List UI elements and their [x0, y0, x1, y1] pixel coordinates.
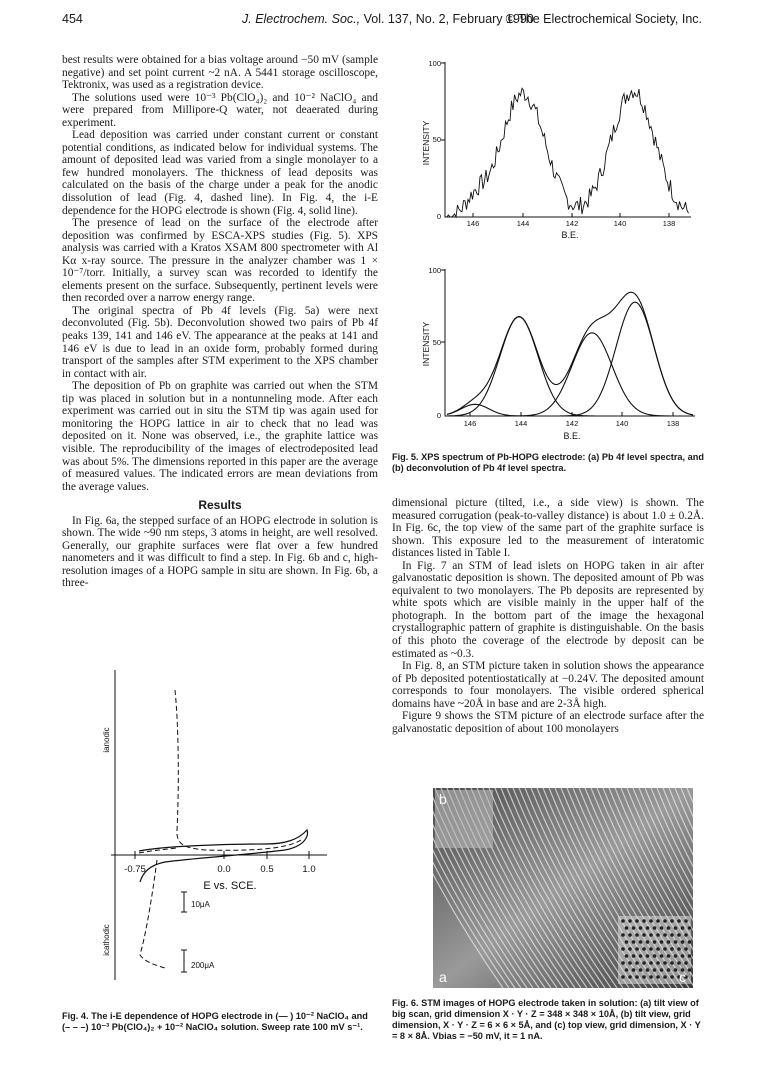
figure-6-stm-image: [433, 788, 693, 988]
scale-label-small: 10μA: [191, 900, 210, 909]
component-peak: [447, 333, 693, 416]
x-tick-label: -0.75: [124, 864, 146, 875]
figure-4-ie-curve: [95, 650, 365, 985]
paragraph: In Fig. 6a, the stepped surface of an HOPG electrode in solution is shown. The wide ~90 nm steps, 3 atoms in height, are well resolved. Generally, our graphite surfaces were flat over a few hundred nanometers and it was difficult to find a step. In Fig. 6b and c, high-resolution images of a HOPG sample in situ are shown. In Fig. 6b, a three-: [62, 514, 378, 590]
section-heading-results: Results: [198, 498, 242, 513]
figure-6-caption: Fig. 6. STM images of HOPG electrode taken in solution: (a) tilt view of big scan, grid dimension X · Y · Z = 348 × 348 × 10Å, (b) tilt view, grid dimension, X · Y · Z = 6 × 6 × 5Å, and (c) top view, grid dimension, X · Y = 8 × 8Å. Vbias = −50 mV, it = 1 nA.: [392, 998, 701, 1041]
x-tick-label: 0.0: [217, 864, 231, 875]
y-tick-label: 50: [432, 135, 441, 144]
figure-5b-deconvolution: [405, 262, 705, 447]
x-tick-label: 144: [516, 219, 530, 228]
left-column: [62, 54, 378, 590]
journal-citation: [242, 12, 534, 26]
x-tick-label: 0.5: [260, 864, 274, 875]
axes: [445, 62, 691, 217]
scale-label-large: 200μA: [191, 961, 215, 970]
paragraph: In Fig. 8, an STM picture taken in solution shows the appearance of Pb deposited potentiostatically at −0.24V. The deposited amount corresponds to four monolayers. The visible ordered spherical domains have ~20Å in base and are 2-3Å high.: [392, 660, 704, 710]
x-tick-label: 140: [613, 219, 627, 228]
copyright: © The Electrochemical Society, Inc.: [505, 12, 702, 26]
paragraph: The presence of lead on the surface of the electrode after deposition was confirmed by ESCA-XPS studies (Fig. 5). XPS analysis was carried with a Kratos XSAM 800 spectrometer with Al Kα x-ray source. The pressure in the analyzer chamber was 1 × 10⁻⁷/torr. Initially, a survey scan was recorded to identify the elements present on the surface. Subsequently, pertinent levels were then recorded over a narrow energy range.: [62, 217, 378, 305]
spectrum-trace: [447, 88, 689, 217]
y-tick-label: 100: [428, 266, 441, 275]
panel-label-a: a: [439, 969, 447, 985]
x-tick-label: 146: [463, 419, 477, 428]
running-header: [62, 12, 702, 32]
panel-label-c: c: [679, 969, 686, 985]
x-axis-label: B.E.: [563, 431, 581, 441]
figure-5-caption: Fig. 5. XPS spectrum of Pb-HOPG electrode: (a) Pb 4f level spectra, and (b) deconvolution of Pb 4f level spectra.: [392, 452, 704, 473]
x-tick-label: 138: [666, 419, 680, 428]
paragraph: dimensional picture (tilted, i.e., a side view) is shown. The measured corrugation (peak-to-valley distance) is about 1.0 ± 0.2Å. In Fig. 6c, the top view of the same part of the graphite surface is shown. This exposure led to the measurement of interatomic distances listed in Table I.: [392, 497, 704, 560]
tick-marks: [441, 270, 673, 416]
y-tick-label: 100: [428, 59, 441, 68]
right-column: [392, 497, 704, 735]
panel-label-b: b: [439, 791, 447, 807]
x-tick-label: 142: [565, 419, 579, 428]
y-axis-label-anodic: ianodic: [102, 727, 111, 753]
x-tick-label: 138: [662, 219, 676, 228]
paragraph: The solutions used were 10⁻³ Pb(ClO₄)₂ and 10⁻² NaClO₄ and were prepared from Millipore-Q water, not deaerated during experiment.: [62, 91, 378, 129]
tick-marks: [441, 63, 669, 217]
y-axis-label: INTENSITY: [421, 120, 431, 166]
x-tick-label: 146: [466, 219, 480, 228]
paragraph: best results were obtained for a bias voltage around −50 mV (sample negative) and set point current ~2 nA. A 5441 storage oscilloscope, Tektronix, was used as a registration device.: [62, 54, 378, 92]
y-tick-label: 50: [432, 338, 441, 347]
y-tick-label: 0: [436, 212, 441, 221]
paragraph: Figure 9 shows the STM picture of an electrode surface after the galvanostatic deposition of about 100 monolayers: [392, 710, 704, 735]
scale-bars: [181, 892, 187, 972]
deconvolution-curves: [447, 292, 693, 416]
journal-name: J. Electrochem. Soc.,: [242, 12, 361, 26]
x-tick-label: 144: [514, 419, 528, 428]
figure-4-caption: Fig. 4. The i-E dependence of HOPG electrode in (— ) 10⁻² NaClO₄ and (– – –) 10⁻³ Pb(ClO₄)₂ + 10⁻² NaClO₄ solution. Sweep rate 100 mV s⁻¹.: [62, 1011, 368, 1032]
x-tick-label: 142: [565, 219, 579, 228]
journal-volume: Vol. 137, No. 2, February 1990: [363, 12, 534, 26]
paragraph: In Fig. 7 an STM of lead islets on HOPG taken in air after galvanostatic deposition is shown. The deposited amount of Pb was equivalent to two monolayers. The Pb deposits are represented by white spots which are visible mainly in the upper half of the photograph. In the bottom part of the image the hexagonal crystallographic pattern of graphite is distinguishable. On the basis of this photo the coverage of the electrode by deposit can be estimated as ~0.3.: [392, 559, 704, 660]
y-axis-label-cathodic: icathodic: [102, 924, 111, 956]
component-peak: [447, 404, 693, 416]
figure-5a-xps-spectrum: [405, 55, 705, 245]
x-axis-label: B.E.: [561, 230, 579, 240]
x-tick-label: 1.0: [302, 864, 316, 875]
paragraph: The original spectra of Pb 4f levels (Fig. 5a) were next deconvoluted (Fig. 5b). Deconvolution showed two pairs of Pb 4f peaks 139, 141 and 146 eV. The appearance at the peaks at 141 and 146 eV is due to lead in an oxide form, probably formed during transport of the samples after STM experiment to the XPS chamber in contact with air.: [62, 304, 378, 380]
page-number: 454: [62, 12, 83, 26]
curve-pb-dashed: [139, 690, 301, 968]
envelope-curve: [447, 292, 693, 415]
x-axis-label: E vs. SCE.: [203, 880, 257, 892]
axes: [445, 269, 695, 416]
paragraph: Lead deposition was carried under constant current or constant potential conditions, as indicated below for individual systems. The amount of deposited lead was varied from a single monolayer to a few hundred monolayers. The thickness of lead deposits was calculated on the basis of the charge under a peak for the anodic dissolution of lead (Fig. 4, dashed line). In Fig. 4, the i-E dependence for the HOPG electrode is shown (Fig. 4, solid line).: [62, 129, 378, 217]
stm-image-pattern: [433, 788, 693, 988]
x-tick-label: 140: [615, 419, 629, 428]
paragraph: The deposition of Pb on graphite was carried out when the STM tip was placed in solution but in a nontunneling mode. After each experiment was carried out in situ the STM tip was again used for monitoring the HOPG lattice in air to check that no lead was deposited on it. None was observed, i.e., the graphite lattice was visible. The reproducibility of the images of electrodeposited lead was about 5%. The dimensions reported in this paper are the average of measured values. The indicated errors are mean deviations from the average values.: [62, 380, 378, 493]
y-tick-label: 0: [436, 411, 441, 420]
y-axis-label: INTENSITY: [421, 321, 431, 367]
